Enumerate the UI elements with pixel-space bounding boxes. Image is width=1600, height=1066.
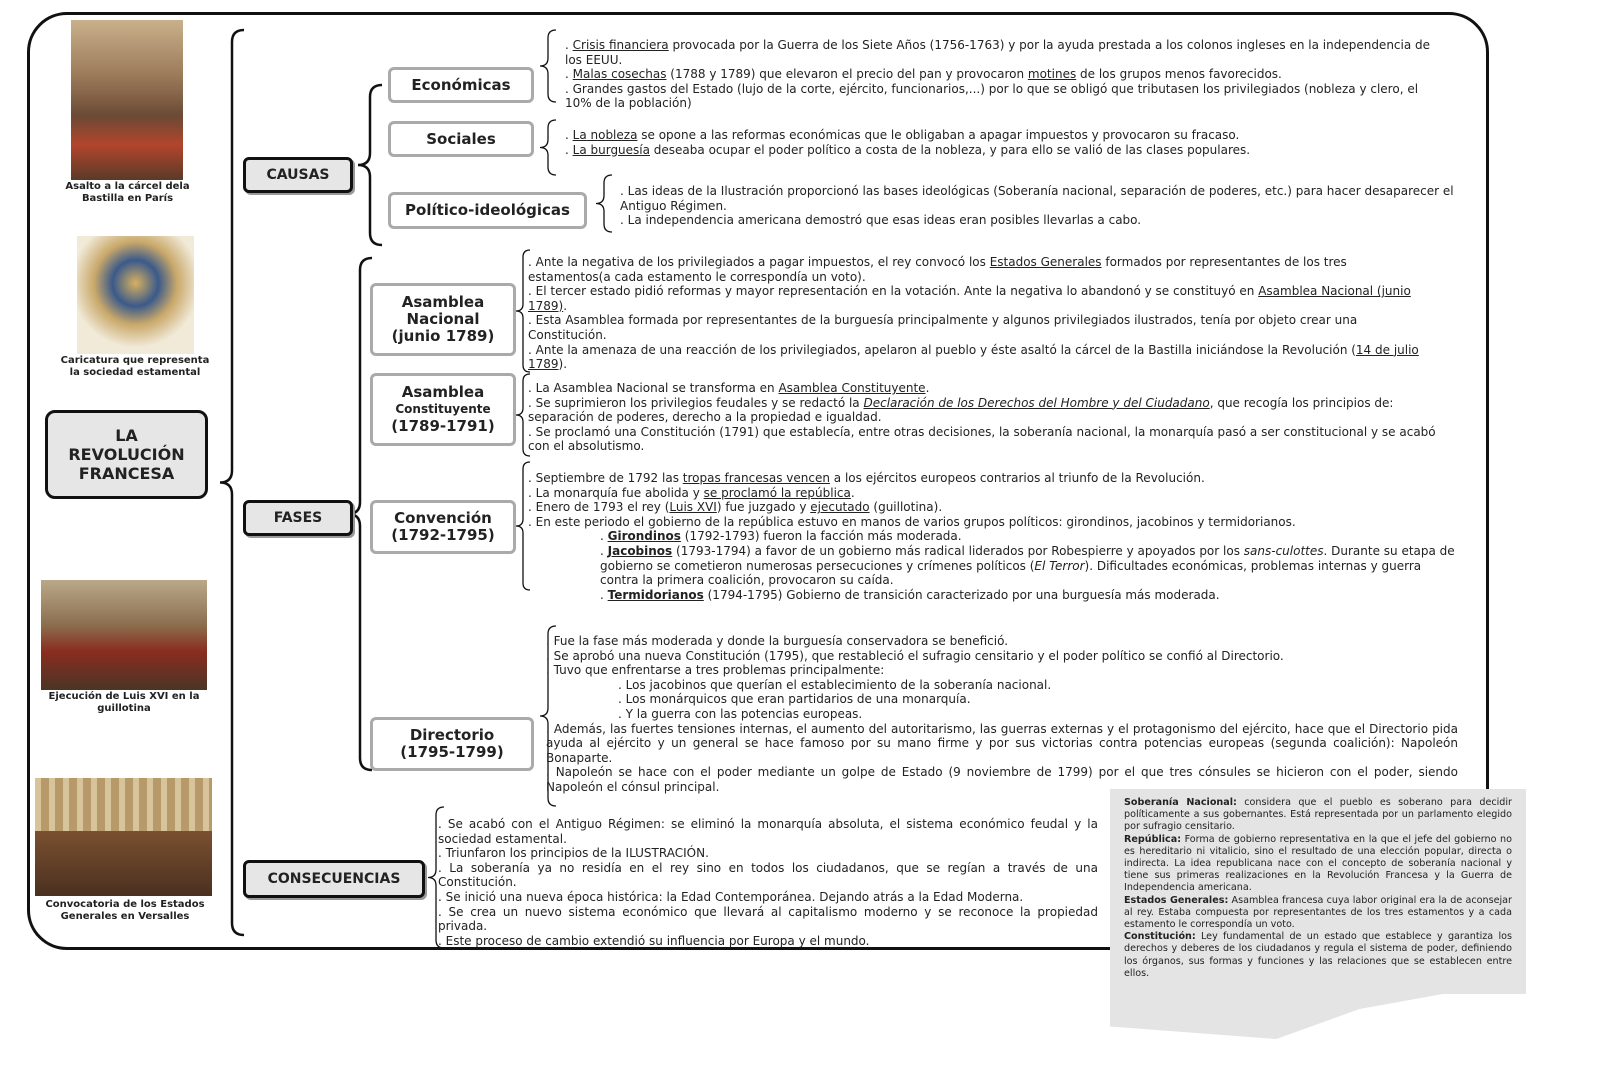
text-line	[438, 905, 1098, 934]
label-line: Directorio	[409, 726, 495, 744]
text-line	[546, 722, 1458, 766]
text-segment: (guillotina).	[869, 500, 943, 515]
label-line: Asamblea	[401, 383, 485, 401]
text-line	[528, 544, 1460, 588]
brace-economicas	[540, 30, 556, 102]
glossary-term: Constitución:	[1124, 931, 1196, 943]
node-asamblea-constituyente	[370, 373, 516, 446]
image-estados-generales	[35, 778, 212, 896]
node-fases: FASES	[243, 500, 353, 536]
text-line	[438, 890, 1098, 905]
text-segment: Estados Generales	[989, 255, 1102, 269]
text-segment: Declaración de los Derechos del Hombre y del Ciudadano	[863, 395, 1210, 410]
node-sociales: Sociales	[388, 121, 534, 157]
text-segment: . La soberanía ya no residía en el rey sino en todos los ciudadanos, que se regían a través de una Constitución.	[438, 860, 1098, 890]
text-segment: . Durante su etapa de gobierno se cometieron numerosas persecuciones y crímenes políticos (	[600, 543, 1455, 573]
label-line: Nacional	[406, 310, 480, 328]
text-segment: El Terror	[1034, 558, 1085, 573]
text-segment: sans-culottes	[1243, 543, 1324, 558]
glossary-entry	[1124, 931, 1512, 980]
text-segment: .	[563, 298, 568, 313]
text-segment: (1793-1794) a favor de un gobierno más radical liderados por Robespierre y apoyados por los	[672, 543, 1244, 558]
image-caricatura	[77, 236, 194, 354]
text-segment: La nobleza	[572, 128, 638, 142]
text-segment: provocada por la Guerra de los Siete Años (1756-1763) y por la ayuda prestada a los colonos ingleses en la independencia de los EEUU.	[565, 38, 1431, 67]
text-segment: ) fue juzgado y	[716, 500, 811, 515]
text-segment: . Se proclamó una Constitución (1791) que establecía, entre otras decisiones, la soberanía nacional, la monarquía pasó a ser constitucional y se acabó con el absolutismo.	[528, 424, 1436, 454]
text-line	[565, 82, 1445, 111]
label-line: Convención	[394, 509, 492, 527]
text-segment: . Fue la fase más moderada y donde la burguesía conservadora se benefició.	[546, 634, 1009, 648]
text-segment: a los ejércitos europeos contrarios al triunfo de la Revolución.	[829, 471, 1205, 485]
text-line	[528, 425, 1453, 454]
brace-causas	[358, 85, 382, 245]
text-segment: . Septiembre de 1792 las	[528, 471, 683, 485]
text-line	[528, 471, 1460, 486]
text-segment: se opone a las reformas económicas que le obligaban a apagar impuestos y provocaron su fracaso.	[637, 128, 1240, 142]
text-segment: .	[600, 529, 608, 544]
text-segment: .	[565, 128, 573, 142]
image-bastilla	[71, 20, 183, 180]
text-segment: Crisis financiera	[572, 38, 669, 52]
text-line	[528, 500, 1460, 515]
text-segment: . Grandes gastos del Estado (lujo de la corte, ejército, funcionarios,...) por lo que se obligó que tributasen los privilegiados (nobleza y clero, el 10% de la población)	[565, 81, 1419, 111]
text-segment: . Se crea un nuevo sistema económico que llevará al capitalismo moderno y se reconoce la propiedad privada.	[438, 904, 1098, 934]
text-segment: . La Asamblea Nacional se transforma en	[528, 381, 779, 395]
text-segment: Malas cosechas	[572, 67, 667, 82]
main-title: LA REVOLUCIÓN FRANCESA	[45, 410, 208, 499]
text-segment: .	[565, 38, 573, 52]
text-line	[620, 213, 1465, 228]
caption-guillotina: Ejecución de Luis XVI en la guillotina	[48, 691, 200, 714]
text-segment: deseaba ocupar el poder político a costa de la nobleza, y para ello se valió de las clases populares.	[649, 142, 1251, 157]
label-line: (1795-1799)	[400, 743, 504, 761]
text-segment: . Los monárquicos que eran partidarios de una monarquía.	[618, 692, 971, 707]
text-segment: . Tuvo que enfrentarse a tres problemas principalmente:	[546, 663, 885, 678]
text-segment: .	[850, 485, 855, 500]
glossary-definition: Ley fundamental de un estado que establece y garantiza los derechos y deberes de los ciudadanos y regula el sistema de poder, definiendo los órganos, sus formas y funciones y las relaciones que se establecen entre ellos.	[1124, 931, 1512, 979]
text-sociales	[565, 128, 1445, 157]
text-segment: . Se inició una nueva época histórica: la Edad Contemporánea. Dejando atrás a la Edad Moderna.	[438, 889, 1024, 904]
text-line	[528, 515, 1460, 530]
text-segment: . Esta Asamblea formada por representantes de la burguesía principalmente y algunos privilegiados ilustrados, tenía por objeto crear una Constitución.	[528, 313, 1358, 342]
text-line	[438, 861, 1098, 890]
text-segment: Luis XVI	[669, 500, 717, 515]
label-line: Constituyente	[395, 402, 491, 416]
text-segment: (1794-1795) Gobierno de transición caracterizado por una burguesía más moderada.	[703, 587, 1220, 602]
text-segment: .	[600, 543, 608, 558]
text-segment: . Ante la amenaza de una reacción de los privilegiados, apelaron al pueblo y éste asaltó la cárcel de la Bastilla iniciándose la Revolución (	[528, 342, 1356, 357]
node-convencion	[370, 500, 516, 554]
node-asamblea-nacional	[370, 283, 516, 356]
text-segment: . La monarquía fue abolida y	[528, 485, 704, 500]
node-causas: CAUSAS	[243, 157, 353, 193]
glossary-term: Estados Generales:	[1124, 894, 1229, 906]
text-segment: motines	[1027, 67, 1077, 82]
text-segment: Girondinos	[607, 529, 681, 544]
glossary-entry	[1124, 834, 1512, 895]
label-line: (junio 1789)	[391, 327, 495, 345]
text-segment: . Además, las fuertes tensiones internas, el aumento del autoritarismo, las guerras externas y el protagonismo del ejército, hace que el Directorio pida ayuda al ejército y un general se hace famoso por su mano firme y por sus victorias contra potencias europeas (segunda coalición): Napoleón Bonaparte.	[546, 721, 1458, 765]
text-line	[528, 343, 1433, 372]
text-line	[546, 649, 1458, 664]
text-line	[565, 143, 1445, 158]
text-segment: ).	[558, 357, 568, 372]
glossary-term: República:	[1124, 833, 1182, 845]
glossary-entry	[1124, 895, 1512, 932]
text-segment: . El tercer estado pidió reformas y mayor representación en la votación. Ante la negativa lo abandonó y se constituyó en	[528, 284, 1259, 299]
text-line	[546, 692, 1458, 707]
text-segment: 14 de julio 1789	[528, 342, 1419, 372]
text-segment: .	[600, 587, 608, 602]
text-segment: Asamblea Nacional (junio 1789)	[528, 284, 1411, 313]
text-segment: ). Dificultades económicas, problemas internas y guerra contra la primera coalición, provocaron su caída.	[600, 558, 1422, 588]
node-politico-ideologicas: Político-ideológicas	[388, 192, 587, 229]
text-segment: tropas francesas vencen	[682, 471, 830, 485]
text-segment: se proclamó la república	[703, 485, 851, 500]
text-line	[438, 934, 1098, 949]
text-line	[438, 846, 1098, 861]
text-segment: ejecutado	[810, 500, 870, 515]
text-line	[546, 634, 1458, 649]
text-segment: La burguesía	[572, 142, 650, 157]
text-segment: . Se aprobó una nueva Constitución (1795), que restableció el sufragio censitario y el poder político se confió al Directorio.	[546, 648, 1284, 663]
text-line	[565, 38, 1445, 67]
brace-politico	[596, 175, 612, 232]
brace-main	[220, 30, 244, 935]
text-asamblea-constituyente	[528, 381, 1453, 454]
label-line: Asamblea	[401, 293, 485, 311]
text-segment: . La independencia americana demostró que esas ideas eran posibles llevarlas a cabo.	[620, 213, 1142, 228]
text-segment: . Los jacobinos que querían el establecimiento de la soberanía nacional.	[618, 677, 1052, 692]
text-line	[528, 255, 1433, 284]
text-segment: . En este periodo el gobierno de la república estuvo en manos de varios grupos políticos: girondinos, jacobinos y termidorianos.	[528, 514, 1296, 529]
brace-sociales	[540, 120, 556, 175]
text-line	[528, 588, 1460, 603]
text-line	[565, 128, 1445, 143]
caption-estados-generales: Convocatoria de los Estados Generales en Versalles	[45, 899, 205, 922]
caption-caricatura: Caricatura que representa la sociedad estamental	[60, 355, 210, 378]
text-segment: Jacobinos	[607, 543, 673, 558]
text-line	[528, 284, 1433, 313]
node-consecuencias: CONSECUENCIAS	[243, 860, 425, 898]
label-line: (1792-1795)	[391, 526, 495, 544]
text-segment: . Se suprimieron los privilegios feudales y se redactó la	[528, 395, 864, 410]
text-line	[528, 486, 1460, 501]
text-consecuencias	[438, 817, 1098, 948]
text-line	[438, 817, 1098, 846]
text-line	[620, 184, 1465, 213]
text-segment: de los grupos menos favorecidos.	[1076, 67, 1282, 82]
text-directorio	[546, 634, 1458, 795]
glossary-definition: Forma de gobierno representativa en la que el jefe del gobierno no es hereditario ni vitalicio, sino el resultado de una elección popular, directa o indirecta. La idea republicana nace con el concepto de soberanía nacional y tiene sus primeras realizaciones en la Revolución Francesa y la Guerra de Independencia americana.	[1124, 833, 1512, 894]
text-segment: Termidorianos	[607, 587, 704, 602]
caption-bastilla: Asalto a la cárcel dela Bastilla en París	[65, 181, 190, 204]
glossary-term: Soberanía Nacional:	[1124, 797, 1237, 808]
text-segment: . Triunfaron los principios de la ILUSTRACIÓN.	[438, 846, 709, 861]
text-segment: , que recogía los principios de: separación de poderes, derecho a la propiedad e igualdad.	[528, 395, 1394, 425]
text-line	[546, 678, 1458, 693]
node-directorio	[370, 717, 534, 771]
node-economicas: Económicas	[388, 67, 534, 103]
text-segment: . Napoleón se hace con el poder mediante un golpe de Estado (9 noviembre de 1799) por el que tres cónsules se hicieron con el poder, siendo Napoleón el cónsul principal.	[546, 765, 1458, 794]
text-segment: Asamblea Constituyente	[778, 381, 926, 395]
text-line	[528, 313, 1433, 342]
text-line	[528, 529, 1460, 544]
text-politico	[620, 184, 1465, 228]
text-segment: . Este proceso de cambio extendió su influencia por Europa y el mundo.	[438, 933, 870, 948]
text-economicas	[565, 38, 1445, 111]
text-segment: .	[925, 381, 930, 395]
text-line	[528, 381, 1453, 396]
text-segment: .	[565, 142, 573, 157]
text-line	[528, 396, 1453, 425]
image-guillotina	[41, 580, 207, 690]
text-line	[565, 67, 1445, 82]
text-segment: . Ante la negativa de los privilegiados a pagar impuestos, el rey convocó los	[528, 255, 990, 269]
text-segment: . Y la guerra con las potencias europeas.	[618, 706, 863, 721]
text-segment: . Se acabó con el Antiguo Régimen: se eliminó la monarquía absoluta, el sistema económico feudal y la sociedad estamental.	[438, 817, 1098, 846]
text-segment: (1792-1793) fueron la facción más moderada.	[680, 529, 962, 544]
text-segment: formados por representantes de los tres estamentos(a cada estamento le correspondía un voto).	[528, 255, 1347, 284]
text-segment: . Enero de 1793 el rey (	[528, 500, 670, 515]
glossary-definition: considera que el pueblo es soberano para decidir políticamente a sus gobernantes. Está representada por un parlamento elegido por sufragio censitario.	[1124, 797, 1512, 833]
glossary-definition: Asamblea francesa cuya labor original era la de aconsejar al rey. Estaba compuesta por representantes de los tres estamentos y a cada estamento le correspondía un voto.	[1124, 894, 1512, 931]
text-line	[546, 707, 1458, 722]
text-asamblea-nacional	[528, 255, 1433, 372]
glossary-entry	[1124, 797, 1512, 834]
text-segment: . Las ideas de la Ilustración proporcionó las bases ideológicas (Soberanía nacional, separación de poderes, etc.) para hacer desaparecer el Antiguo Régimen.	[620, 184, 1454, 213]
label-line: (1789-1791)	[391, 417, 495, 435]
text-convencion	[528, 471, 1460, 602]
text-segment: (1788 y 1789) que elevaron el precio del pan y provocaron	[666, 67, 1028, 82]
text-segment: .	[565, 67, 573, 82]
text-line	[546, 663, 1458, 678]
glossary-text	[1124, 797, 1512, 980]
